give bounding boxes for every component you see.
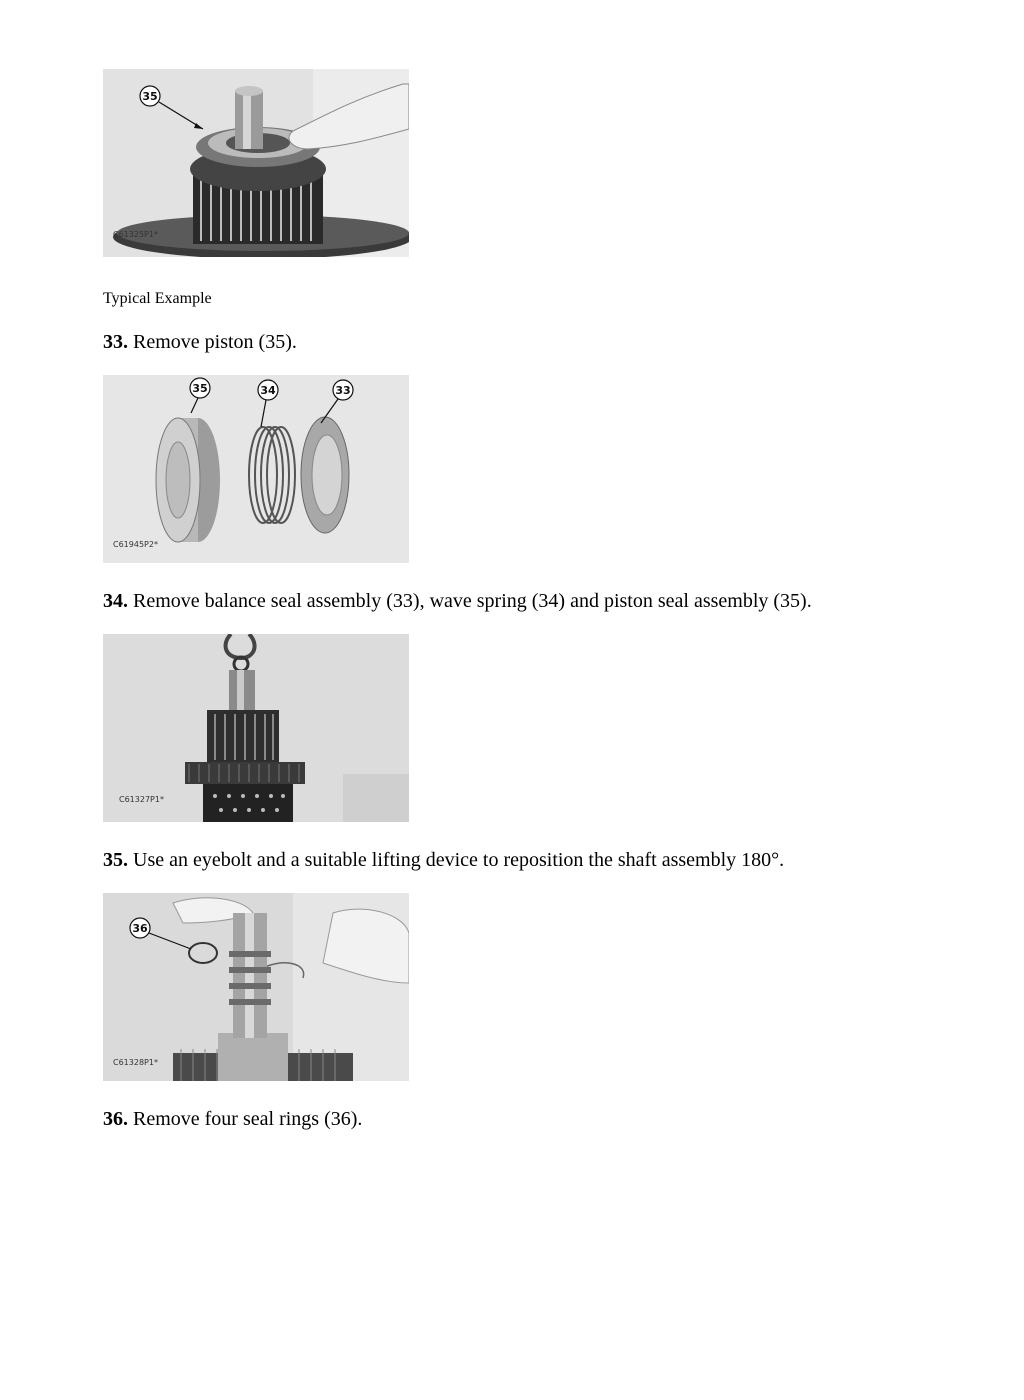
photo-shaft-seal-rings [103, 893, 409, 1081]
step-35 [103, 848, 784, 872]
figure-piston-removal [103, 69, 409, 257]
figure-code: C61325P1* [113, 230, 158, 239]
figure-code: C61327P1* [119, 795, 164, 804]
photo-seal-spring-parts [103, 375, 409, 563]
photo-piston-on-clutch-pack [103, 69, 409, 257]
figure-seal-rings [103, 893, 409, 1081]
figure-code: C61945P2* [113, 540, 158, 549]
step-36 [103, 1107, 362, 1131]
step-text: Remove balance seal assembly (33), wave spring (34) and piston seal assembly (35). [133, 590, 812, 612]
step-number: 36. [103, 1108, 128, 1130]
figure-code: C61328P1* [113, 1058, 158, 1067]
callout-label: 33 [335, 384, 351, 397]
step-text: Remove piston (35). [133, 331, 297, 353]
step-number: 35. [103, 849, 128, 871]
step-text: Use an eyebolt and a suitable lifting device to reposition the shaft assembly 180°. [133, 849, 785, 871]
photo-shaft-eyebolt-lift [103, 634, 409, 822]
figure-shaft-reposition [103, 634, 409, 822]
step-34 [103, 589, 812, 613]
figure-caption: Typical Example [103, 290, 212, 307]
callout-label: 35 [142, 90, 158, 103]
callout-label: 36 [132, 922, 148, 935]
step-text: Remove four seal rings (36). [133, 1108, 363, 1130]
step-33 [103, 330, 297, 354]
step-number: 34. [103, 590, 128, 612]
callout-label: 35 [192, 382, 208, 395]
callout-label: 34 [260, 384, 276, 397]
figure-seal-assemblies [103, 375, 409, 563]
step-number: 33. [103, 331, 128, 353]
